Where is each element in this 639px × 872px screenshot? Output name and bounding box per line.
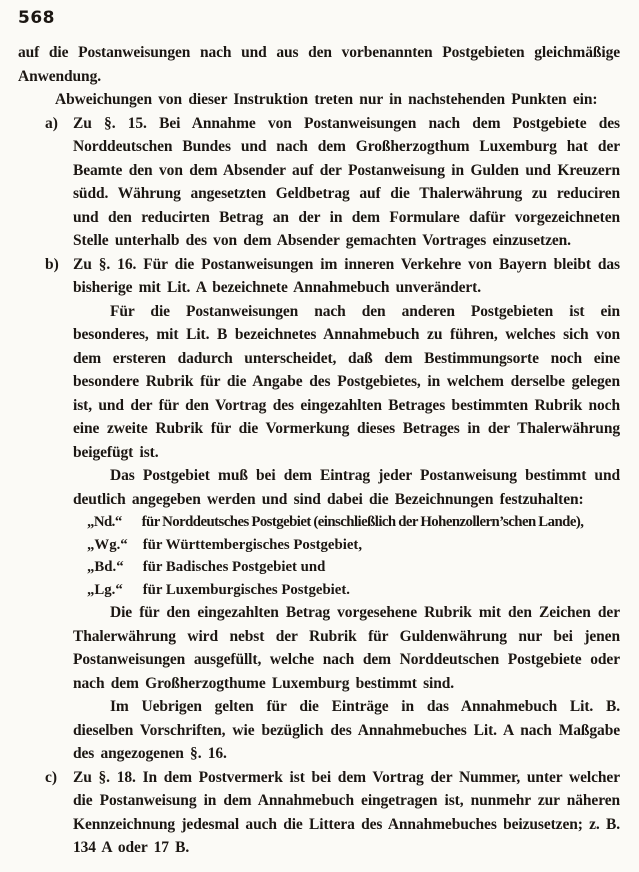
clause-a-label: a) <box>45 114 58 132</box>
clause-b-paragraph-3: Das Postgebiet muß bei dem Eintrag jeder Postanweisung bestimmt und deutlich angegeben werden und sind dabei die Bezeichnungen festzuhalten: <box>73 467 620 508</box>
clause-c-paragraph-1: Zu §. 18. In dem Postvermerk ist bei dem Vortrag der Nummer, unter welcher die Postanweisung in dem Annahmebuch eingetragen ist, nunmehr zur näheren Kennzeichnung jedesmal auch die Littera des Annahmebuches beizusetzen; z. B. 134 A oder 17 B. <box>73 768 620 856</box>
clause-a-paragraph-1: Zu §. 15. Bei Annahme von Postanweisungen nach dem Postgebiete des Norddeutschen Bundes und nach dem Großherzogthum Luxemburg hat der Beamte den von dem Absender auf der Postanweisung in Gulden und Kreuzern südd. Währung angesetzten Geldbetrag auf die Thalerwährung zu reduciren und den reducirten Betrag an der in dem Formulare dafür vorgezeichneten Stelle unterhalb des von dem Absender gemachten Vortrages einzusetzen. <box>73 114 620 249</box>
abbreviation-row-bd <box>87 556 620 579</box>
page-number: 568 <box>18 8 55 28</box>
intro-paragraph: auf die Postanweisungen nach und aus den vorbenannten Postgebieten gleichmäßige Anwendung. <box>18 44 620 85</box>
abbreviation-row-nd <box>87 511 620 534</box>
abbreviation-description: für Norddeutsches Postgebiet (einschließlich der Hohenzollern’schen Lande), <box>141 514 584 530</box>
abbreviation-description: für Luxemburgisches Postgebiet. <box>142 581 350 598</box>
abbreviation-code: „Bd.“ <box>87 559 124 575</box>
abbreviation-code: „Nd.“ <box>87 514 122 530</box>
clause-b-paragraph-5: Im Uebrigen gelten für die Einträge in das Annahmebuch Lit. B. dieselben Vorschriften, wie bezüglich des Annahmebuches Lit. A nach Maßgabe des angezogenen §. 16. <box>73 698 620 762</box>
clause-c-label: c) <box>45 768 58 786</box>
clause-a <box>18 112 620 253</box>
abbreviation-row-lg <box>87 579 620 602</box>
clause-b-paragraph-4: Die für den eingezahlten Betrag vorgesehene Rubrik mit den Zeichen der Thalerwährung wird nebst der Rubrik für Guldenwährung nur bei jenen Postanweisungen ausgefüllt, welche nach dem Norddeutschen Postgebiete oder nach dem Großherzogthume Luxemburg bestimmt sind. <box>73 604 620 692</box>
abbreviation-row-wg <box>87 534 620 557</box>
abbreviation-description: für Württembergisches Postgebiet, <box>142 536 363 553</box>
abbreviation-list <box>87 511 620 601</box>
lead-paragraph: Abweichungen von dieser Instruktion treten nur in nachstehenden Punkten ein: <box>55 91 598 108</box>
clause-c <box>18 766 620 860</box>
clause-b-label: b) <box>45 255 59 273</box>
clause-b <box>18 253 620 766</box>
abbreviation-description: für Badisches Postgebiet und <box>142 559 326 575</box>
clause-b-paragraph-1: Zu §. 16. Für die Postanweisungen im inneren Verkehre von Bayern bleibt das bisherige mit Lit. A bezeichnete Annahmebuch unverändert. <box>73 255 620 296</box>
abbreviation-code: „Wg.“ <box>87 536 128 553</box>
abbreviation-code: „Lg.“ <box>87 581 123 598</box>
clause-b-paragraph-2: Für die Postanweisungen nach den anderen Postgebieten ist ein besonderes, mit Lit. B bezeichnetes Annahmebuch zu führen, welches sich von dem ersteren dadurch unterscheidet, daß dem Bestimmungsorte noch eine besondere Rubrik für die Angabe des Postgebietes, in welchem derselbe gelegen ist, und der für den Vortrag des eingezahlten Betrages bestimmten Rubrik noch eine zweite Rubrik für die Vormerkung dieses Betrages in der Thalerwährung beigefügt ist. <box>73 302 620 461</box>
